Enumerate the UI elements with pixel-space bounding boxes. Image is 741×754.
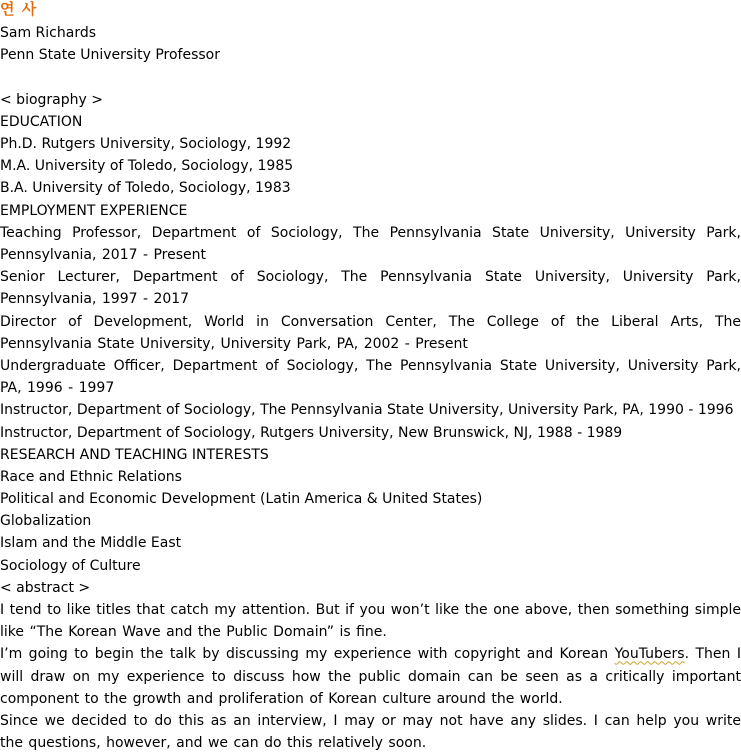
abstract-paragraph <box>0 643 741 710</box>
education-heading: EDUCATION <box>0 113 83 130</box>
speaker-title: Penn State University Professor <box>0 47 220 64</box>
interest-item: Sociology of Culture <box>0 557 141 574</box>
employment-item: Undergraduate Officer, Department of Sociology, The Pennsylvania State University, University Park, PA, 1996 - 1997 <box>0 357 741 397</box>
interest-item: Globalization <box>0 513 92 530</box>
employment-item: Instructor, Department of Sociology, Rutgers University, New Brunswick, NJ, 1988 - 1989 <box>0 424 623 441</box>
interest-item: Islam and the Middle East <box>0 535 182 552</box>
biography-label: < biography > <box>0 91 103 108</box>
abstract-paragraph: Since we decided to do this as an interview, I may or may not have any slides. I can help you write the questions, however, and we can do this relatively soon. <box>0 713 741 752</box>
employment-heading: EMPLOYMENT EXPERIENCE <box>0 202 188 219</box>
abstract-paragraph: I tend to like titles that catch my attention. But if you won’t like the one above, then something simple like “The Korean Wave and the Public Domain” is fine. <box>0 602 741 641</box>
abstract-text: . Then I will draw on my experience to discuss how the public domain can be seen as a critically important component to the growth and proliferation of Korean culture around the world. <box>0 646 741 707</box>
interest-item: Race and Ethnic Relations <box>0 468 182 485</box>
speaker-name: Sam Richards <box>0 25 97 41</box>
employment-item: Teaching Professor, Department of Sociology, The Pennsylvania State University, University Park, Pennsylvania, 2017 - Present <box>0 224 741 263</box>
blank-line <box>0 66 741 88</box>
education-item: B.A. University of Toledo, Sociology, 1983 <box>0 180 291 197</box>
interests-heading: RESEARCH AND TEACHING INTERESTS <box>0 446 269 463</box>
abstract-text: I’m going to begin the talk by discussing my experience with copyright and Korean <box>0 646 615 663</box>
employment-item: Senior Lecturer, Department of Sociology, The Pennsylvania State University, University Park, Pennsylvania, 1997 - 2017 <box>0 269 741 308</box>
speaker-heading: 연 사 <box>0 0 38 18</box>
education-item: M.A. University of Toledo, Sociology, 1985 <box>0 158 294 175</box>
employment-item: Instructor, Department of Sociology, The Pennsylvania State University, University Park, PA, 1990 - 1996 <box>0 402 734 419</box>
interest-item: Political and Economic Development (Latin America & United States) <box>0 491 483 508</box>
spellcheck-word: YouTubers <box>614 646 685 663</box>
abstract-label: < abstract > <box>0 579 91 596</box>
education-item: Ph.D. Rutgers University, Sociology, 1992 <box>0 135 292 152</box>
employment-item: Director of Development, World in Conversation Center, The College of the Liberal Arts, The Pennsylvania State University, University Park, PA, 2002 - Present <box>0 313 741 352</box>
